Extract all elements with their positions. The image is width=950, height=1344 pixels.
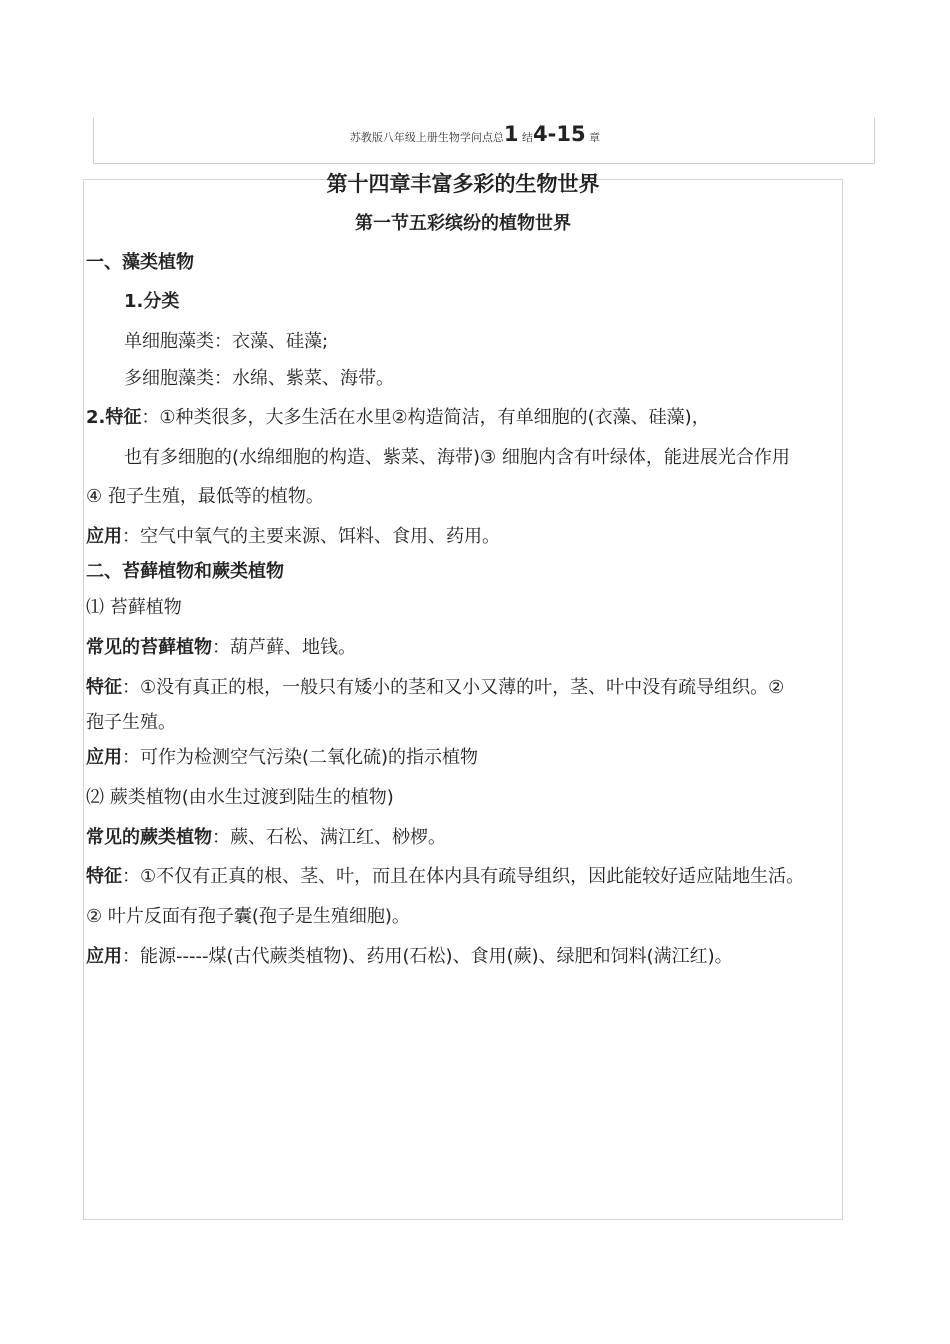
fern-subheading: ⑵ 蕨类植物(由水生过渡到陆生的植物) bbox=[86, 787, 394, 808]
page-header bbox=[0, 122, 950, 146]
moss-feature-label: 特征 bbox=[86, 677, 122, 698]
algae-heading: 一、藻类植物 bbox=[86, 252, 194, 273]
section-title: 第一节五彩缤纷的植物世界 bbox=[355, 213, 571, 234]
algae-classify-heading: 1.分类 bbox=[124, 291, 180, 312]
fern-use-text: ：能源-----煤(古代蕨类植物)、药用(石松)、食用(蕨)、绿肥和饲料(满江红)。 bbox=[122, 946, 733, 967]
moss-feature-text-1: ：①没有真正的根，一般只有矮小的茎和又小又薄的叶，茎、叶中没有疏导组织。② bbox=[122, 677, 785, 698]
algae-use-label: 应用 bbox=[86, 526, 122, 547]
moss-use-text: ：可作为检测空气污染(二氧化硫)的指示植物 bbox=[122, 747, 479, 768]
algae-features-label: 2.特征 bbox=[86, 407, 142, 428]
chapter-title: 第十四章丰富多彩的生物世界 bbox=[326, 172, 600, 196]
moss-feature-line-1 bbox=[86, 676, 846, 700]
algae-multicellular: 多细胞藻类：水绵、紫菜、海带。 bbox=[124, 368, 394, 389]
header-text-pre: 苏教版八年级上册生物学问点总 bbox=[349, 131, 504, 144]
fern-use bbox=[86, 945, 846, 969]
moss-common bbox=[86, 636, 846, 660]
moss-fern-heading: 二、苔藓植物和蕨类植物 bbox=[86, 561, 284, 582]
fern-feature-line-2: ② 叶片反面有孢子囊(孢子是生殖细胞)。 bbox=[86, 906, 410, 927]
algae-features-line-2: 也有多细胞的(水绵细胞的构造、紫菜、海带)③ 细胞内含有叶绿体，能进展光合作用 bbox=[124, 447, 790, 468]
fern-common-label: 常见的蕨类植物 bbox=[86, 827, 212, 848]
fern-use-label: 应用 bbox=[86, 946, 122, 967]
algae-use bbox=[86, 525, 846, 549]
header-num-1: 1 bbox=[503, 122, 519, 146]
header-text-mid: 结 bbox=[522, 131, 534, 144]
fern-common-text: ：蕨、石松、满江红、桫椤。 bbox=[212, 827, 446, 848]
moss-common-text: ：葫芦藓、地钱。 bbox=[212, 637, 356, 658]
moss-use bbox=[86, 746, 846, 770]
moss-subheading: ⑴ 苔藓植物 bbox=[86, 597, 182, 618]
moss-use-label: 应用 bbox=[86, 747, 122, 768]
fern-common bbox=[86, 826, 846, 850]
algae-features-line-3: ④ 孢子生殖，最低等的植物。 bbox=[86, 486, 324, 507]
header-num-2: 4-15 bbox=[533, 122, 586, 146]
moss-feature-line-2: 孢子生殖。 bbox=[86, 712, 176, 733]
fern-feature-label: 特征 bbox=[86, 866, 122, 887]
algae-use-text: ：空气中氧气的主要来源、饵料、食用、药用。 bbox=[122, 526, 500, 547]
fern-feature-line-1 bbox=[86, 865, 846, 889]
header-text-post: 章 bbox=[589, 131, 601, 144]
moss-common-label: 常见的苔藓植物 bbox=[86, 637, 212, 658]
algae-features-text-1: ：①种类很多，大多生活在水里②构造简洁，有单细胞的(衣藻、硅藻)， bbox=[141, 407, 710, 428]
algae-features-line-1 bbox=[86, 406, 846, 430]
algae-unicellular: 单细胞藻类：衣藻、硅藻; bbox=[124, 331, 329, 352]
fern-feature-text-1: ：①不仅有正真的根、茎、叶，而且在体内具有疏导组织，因此能较好适应陆地生活。 bbox=[122, 866, 805, 887]
